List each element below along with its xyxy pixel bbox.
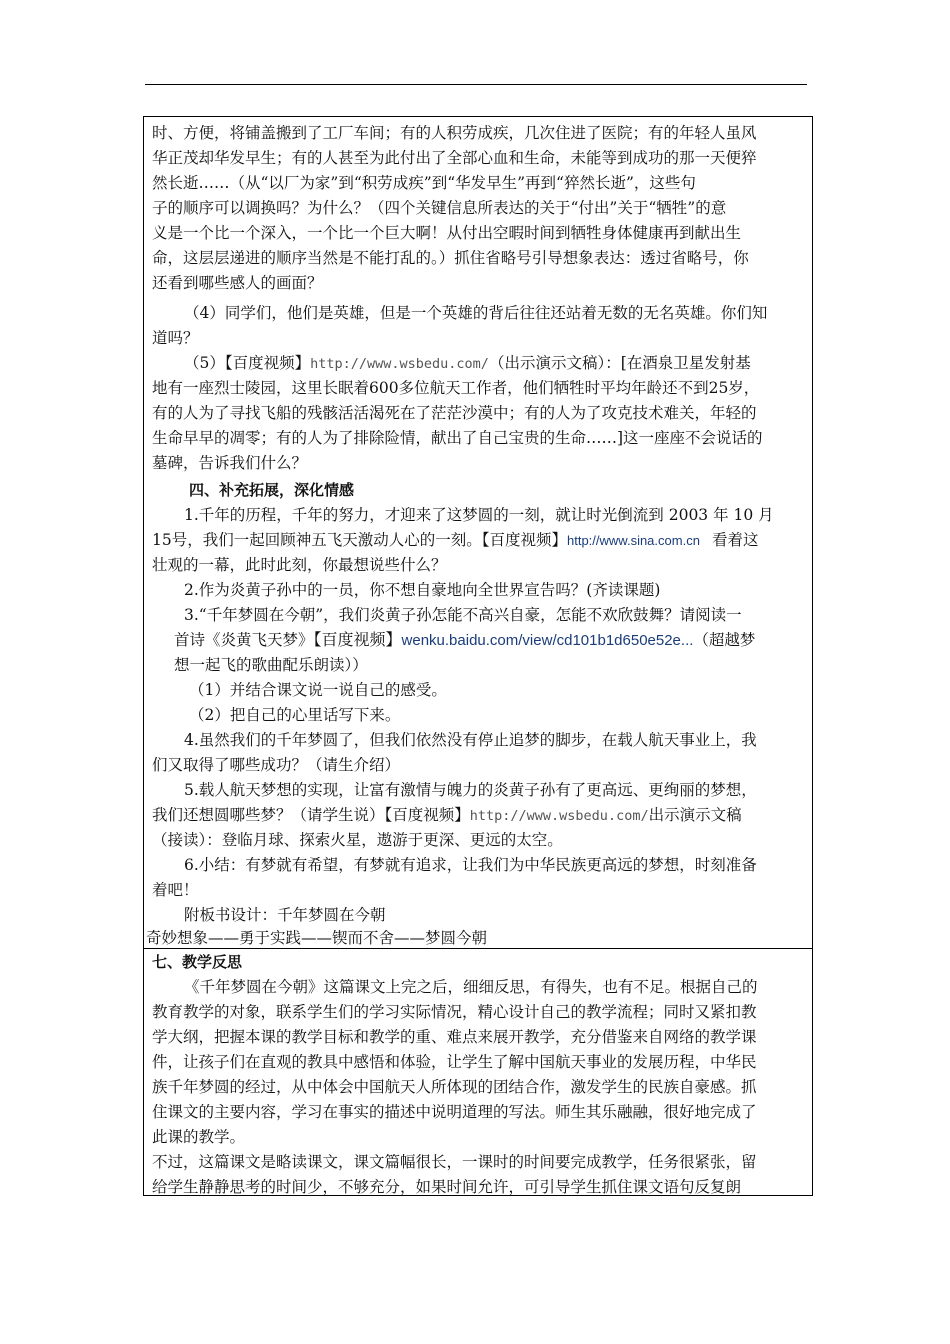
lesson-table xyxy=(143,116,813,1196)
text-line: 然长逝……（从“以厂为家”到“积劳成疾”到“华发早生”再到“猝然长逝”，这些句 xyxy=(152,174,696,192)
header-rule xyxy=(145,84,807,85)
text-line: 有的人为了寻找飞船的残骸活活渴死在了茫茫沙漠中；有的人为了攻克技术难关，年轻的 xyxy=(152,404,757,422)
text-line: 生命早早的凋零；有的人为了排除险情，献出了自己宝贵的生命……]这一座座不会说话的 xyxy=(152,429,763,447)
section-heading: 七、教学反思 xyxy=(152,953,243,971)
wsbedu-link[interactable]: http://www.wsbedu.com/ xyxy=(310,356,489,372)
text-line xyxy=(174,629,755,652)
text-line: （1）并结合课文说一说自己的感受。 xyxy=(189,681,447,699)
text-span: 出示演示文稿 xyxy=(648,806,742,824)
baidu-video-label: 【百度视频】 xyxy=(313,630,402,649)
text-line: 教育教学的对象，联系学生们的学习实际情况，精心设计自己的教学流程；同时又紧扣教 xyxy=(152,1003,757,1021)
text-span: 我们还想圆哪些梦？（请学生说）【百度视频】 xyxy=(152,806,470,824)
wsbedu-link[interactable]: http://www.wsbedu.com/ xyxy=(469,808,649,824)
text-line: 3.“千年梦圆在今朝”，我们炎黄子孙怎能不高兴自豪，怎能不欢欣鼓舞？请阅读一 xyxy=(184,606,742,624)
text-span: （超越梦 xyxy=(693,631,756,649)
sina-link[interactable]: http://www.sina.com.cn xyxy=(566,533,700,548)
text-line: 壮观的一幕，此时此刻，你最想说些什么？ xyxy=(152,556,447,574)
text-line: 不过，这篇课文是略读课文，课文篇幅很长，一课时的时间要完成教学，任务很紧张，留 xyxy=(152,1153,757,1171)
teaching-process-cell xyxy=(144,117,812,949)
text-span: （出示演示文稿）：[在酒泉卫星发射基 xyxy=(488,354,751,372)
text-line: 华正茂却华发早生；有的人甚至为此付出了全部心血和生命，未能等到成功的那一天便猝 xyxy=(152,149,757,167)
section-heading: 四、补充拓展，深化情感 xyxy=(189,481,355,499)
text-line: 住课文的主要内容，学习在事实的描述中说明道理的写法。师生其乐融融，很好地完成了 xyxy=(152,1103,757,1121)
text-span: 看着这 xyxy=(711,531,759,549)
text-line: 学大纲，把握本课的教学目标和教学的重、难点来展开教学，充分借鉴来自网络的教学课 xyxy=(152,1028,757,1046)
text-line: 地有一座烈士陵园，这里长眠着600多位航天工作者，他们牺牲时平均年龄还不到25岁， xyxy=(152,379,760,397)
text-line xyxy=(152,529,758,552)
text-line: 2.作为炎黄子孙中的一员，你不想自豪地向全世界宣告吗？(齐读课题) xyxy=(184,581,661,599)
text-line: 6.小结：有梦就有希望，有梦就有追求，让我们为中华民族更高远的梦想，时刻准备 xyxy=(184,856,757,874)
text-line: 4.虽然我们的千年梦圆了，但我们依然没有停止追梦的脚步，在载人航天事业上，我 xyxy=(184,731,757,749)
text-line: （2）把自己的心里话写下来。 xyxy=(189,706,401,724)
text-line: 《千年梦圆在今朝》这篇课文上完之后，细细反思，有得失，也有不足。根据自己的 xyxy=(184,978,758,996)
text-line: 道吗？ xyxy=(152,329,199,347)
text-line: 还看到哪些感人的画面？ xyxy=(152,274,323,292)
text-line: 1.千年的历程，千年的努力，才迎来了这梦圆的一刻，就让时光倒流到 2003 年 10 月 xyxy=(184,506,774,524)
text-line: （接读）：登临月球、探索火星，遨游于更深、更远的太空。 xyxy=(152,831,563,849)
text-line: 此课的教学。 xyxy=(152,1128,246,1146)
board-design-content: 奇妙想象——勇于实践——锲而不舍——梦圆今朝 xyxy=(146,929,488,947)
text-line: 命，这层层递进的顺序当然是不能打乱的。）抓住省略号引导想象表达：透过省略号，你 xyxy=(152,249,749,267)
text-line: 给学生静静思考的时间少，不够充分，如果时间允许，可引导学生抓住课文语句反复朗 xyxy=(152,1178,742,1196)
text-span: 首诗《炎黄飞天梦》 xyxy=(174,631,314,649)
text-line: 义是一个比一个深入，一个比一个巨大啊！从付出空暇时间到牺牲身体健康再到献出生 xyxy=(152,224,742,242)
text-line: 着吧！ xyxy=(152,881,199,899)
text-line: 墓碑，告诉我们什么？ xyxy=(152,454,308,472)
text-line: 子的顺序可以调换吗？为什么？（四个关键信息所表达的关于“付出”关于“牺牲”的意 xyxy=(152,199,727,217)
text-line: （4）同学们，他们是英雄，但是一个英雄的背后往往还站着无数的无名英雄。你们知 xyxy=(184,304,768,322)
text-line: 族千年梦圆的经过，从中体会中国航天人所体现的团结合作，激发学生的民族自豪感。抓 xyxy=(152,1078,757,1096)
text-line: 们又取得了哪些成功？（请生介绍） xyxy=(152,756,401,774)
teaching-reflection-cell xyxy=(144,948,812,1195)
text-line xyxy=(184,352,751,375)
text-line: 时、方便，将铺盖搬到了工厂车间；有的人积劳成疾，几次住进了医院；有的年轻人虽风 xyxy=(152,124,757,142)
wenku-link[interactable]: wenku.baidu.com/view/cd101b1d650e52e... xyxy=(401,632,694,649)
text-line: 5.载人航天梦想的实现，让富有激情与魄力的炎黄子孙有了更高远、更绚丽的梦想， xyxy=(184,781,757,799)
text-line: 想一起飞的歌曲配乐朗读）） xyxy=(174,656,368,674)
text-line xyxy=(152,804,742,827)
text-span: 15号，我们一起回顾神五飞天激动人心的一刻。【百度视频】 xyxy=(152,531,567,549)
text-line: 件，让孩子们在直观的教具中感悟和体验，让学生了解中国航天事业的发展历程，中华民 xyxy=(152,1053,757,1071)
board-design-title: 附板书设计：千年梦圆在今朝 xyxy=(184,906,386,924)
baidu-video-label: （5）【百度视频】 xyxy=(184,354,311,372)
